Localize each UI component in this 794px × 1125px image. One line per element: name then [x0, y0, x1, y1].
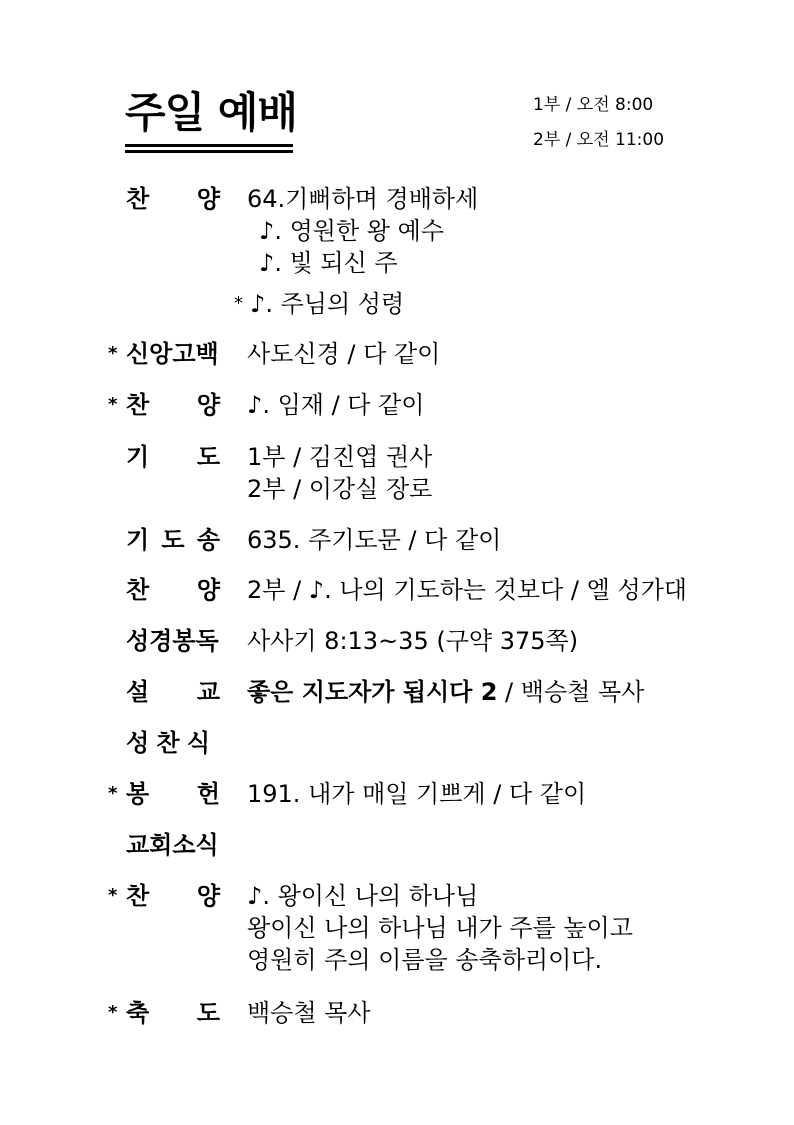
order-content [247, 880, 633, 976]
order-label: 찬 양 [126, 185, 220, 213]
order-content [247, 524, 501, 556]
content-line: ♪. 왕이신 나의 하나님 [247, 882, 479, 910]
content-line: 2부 / ♪. 나의 기도하는 것보다 / 엘 성가대 [247, 576, 687, 604]
content-line: 사사기 8:13~35 (구약 375쪽) [247, 627, 579, 655]
content-line: 백승철 목사 [247, 999, 371, 1027]
order-label: 교회소식 [126, 831, 219, 859]
order-label: 설 교 [126, 678, 220, 706]
content-line: ♪. 빛 되신 주 [259, 249, 398, 277]
sermon-preacher: / 백승철 목사 [497, 678, 645, 706]
page-title: 주일 예배 [125, 88, 297, 137]
standing-mark: * [108, 1002, 118, 1023]
order-label: * 신앙고백 [108, 340, 219, 368]
standing-mark: * [108, 885, 118, 906]
content-line: 왕이신 나의 하나님 내가 주를 높이고 [247, 914, 633, 942]
standing-mark: * [108, 783, 118, 804]
order-label: * 찬 양 [108, 882, 220, 910]
content-line: 1부 / 김진엽 권사 [247, 443, 433, 471]
content-line: 사도신경 / 다 같이 [247, 340, 441, 368]
standing-mark: * [234, 293, 243, 314]
title-double-underline [125, 144, 293, 153]
content-line: 191. 내가 매일 기쁘게 / 다 같이 [247, 780, 587, 808]
order-label: 찬 양 [126, 576, 220, 604]
content-line: 64.기뻐하며 경배하세 [247, 185, 479, 213]
order-label: * 봉 헌 [108, 780, 220, 808]
standing-mark: * [108, 343, 118, 364]
content-line: 영원히 주의 이름을 송축하리이다. [247, 946, 603, 974]
sermon-title: 좋은 지도자가 됩시다 2 [247, 678, 498, 706]
service-time-1: 1부 / 오전 8:00 [533, 95, 654, 115]
order-label: * 찬 양 [108, 391, 220, 419]
order-content [247, 183, 478, 279]
order-label: 기 도 [126, 443, 220, 471]
content-line: ♪. 주님의 성령 [250, 290, 405, 318]
order-content [247, 574, 687, 606]
order-content [247, 389, 424, 421]
order-content [247, 441, 432, 505]
order-content [247, 997, 371, 1029]
standing-mark: * [108, 394, 118, 415]
order-content [247, 625, 578, 657]
order-label: * 축 도 [108, 999, 220, 1027]
order-label: 성경봉독 [126, 627, 219, 655]
content-line: 635. 주기도문 / 다 같이 [247, 526, 502, 554]
order-content [247, 778, 586, 810]
order-label: 기 도 송 [126, 526, 220, 554]
order-label: 성 찬 식 [126, 729, 210, 757]
order-content [247, 338, 440, 370]
order-content [247, 676, 644, 708]
content-line [247, 676, 644, 708]
service-time-2: 2부 / 오전 11:00 [533, 130, 665, 150]
content-line: ♪. 임재 / 다 같이 [247, 391, 425, 419]
content-line: 2부 / 이강실 장로 [247, 475, 433, 503]
content-line: ♪. 영원한 왕 예수 [259, 217, 444, 245]
